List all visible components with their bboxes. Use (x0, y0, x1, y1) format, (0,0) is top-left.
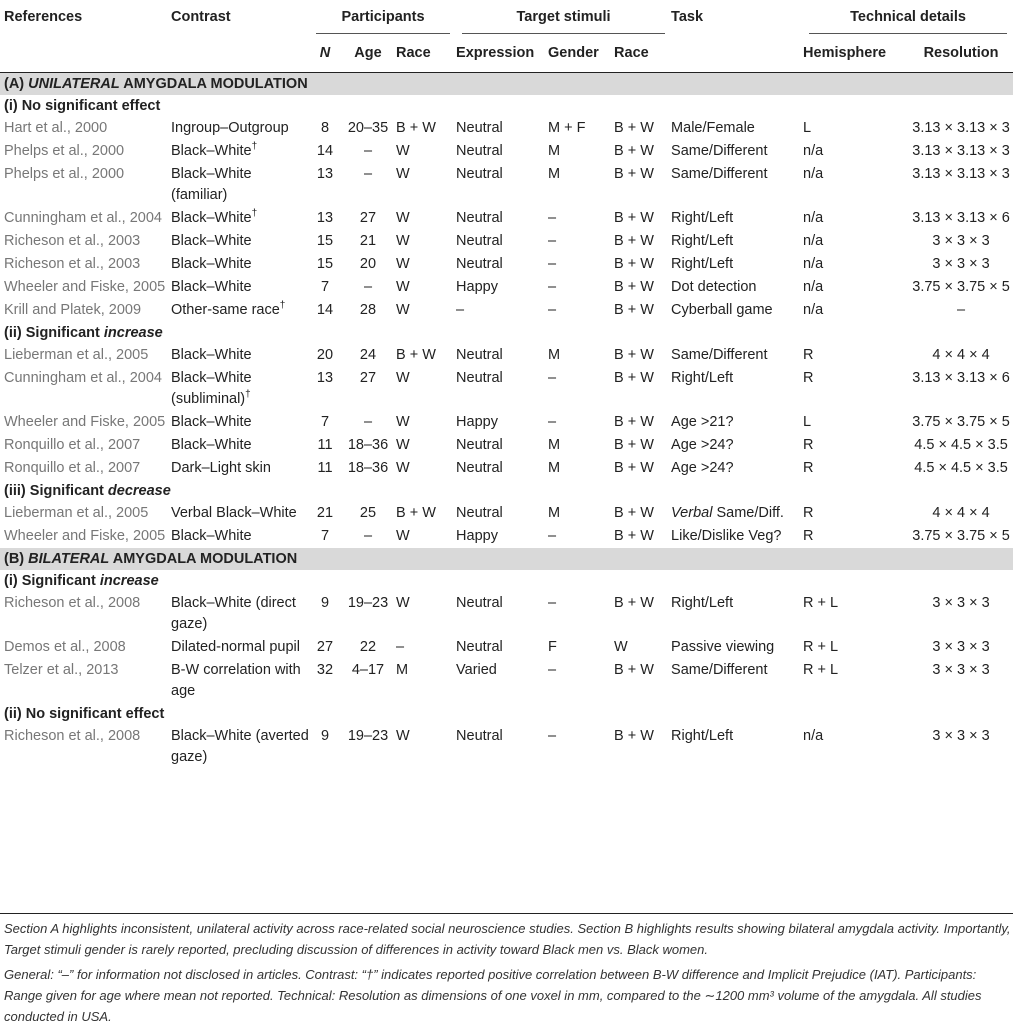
race-cell: W (396, 210, 410, 226)
stimulus-race-cell: B + W (614, 414, 654, 430)
col-task: Task (671, 8, 704, 25)
task-cell: Male/Female (671, 120, 755, 136)
gender-cell: – (548, 279, 557, 295)
expression-cell: Happy (456, 279, 498, 295)
n-cell: 7 (320, 414, 330, 430)
hemisphere-cell: R (803, 528, 814, 544)
contrast-text: Black–White (171, 210, 252, 226)
n-cell: 13 (316, 370, 334, 386)
race-cell: – (396, 639, 405, 655)
contrast-cell (171, 434, 310, 457)
contrast-text: Black–White (171, 414, 252, 430)
footnote-paragraph: Section A highlights inconsistent, unilateral activity across race-related social neuroscience studies. Section B highlights results showing bilateral amygdala activity. Importantly, Target stimuli gender is rarely reported, precluding discussion of differences in activity toward Black men vs. Black women. (4, 921, 1011, 957)
resolution-cell: 3.13 × 3.13 × 3 (912, 166, 1010, 182)
race-cell: W (396, 460, 410, 476)
contrast-text: Black–White (171, 437, 252, 453)
age-cell: – (363, 528, 373, 544)
reference-cell: Krill and Platek, 2009 (4, 302, 142, 318)
reference-cell: Cunningham et al., 2004 (4, 210, 162, 226)
resolution-cell: 3.13 × 3.13 × 3 (912, 120, 1010, 136)
age-cell: 19–23 (347, 595, 389, 611)
gender-cell: – (548, 370, 557, 386)
table-footnote (0, 913, 1013, 1031)
contrast-text: Black–White (171, 347, 252, 363)
n-cell: 13 (316, 166, 334, 182)
hemisphere-cell: n/a (803, 728, 824, 744)
table-row (0, 725, 1013, 769)
contrast-text: Black–White (171, 143, 252, 159)
n-cell: 9 (320, 595, 330, 611)
expression-cell: Varied (456, 662, 497, 678)
reference-cell: Richeson et al., 2008 (4, 728, 141, 744)
hemisphere-cell: n/a (803, 143, 824, 159)
col-expression: Expression (456, 34, 548, 73)
stimulus-race-cell: B + W (614, 460, 654, 476)
age-cell: 27 (359, 210, 377, 226)
stimulus-race-cell: B + W (614, 370, 654, 386)
hemisphere-cell: n/a (803, 210, 824, 226)
col-participants: Participants (310, 0, 456, 34)
resolution-cell: 3 × 3 × 3 (932, 639, 990, 655)
resolution-cell: 4.5 × 4.5 × 3.5 (914, 437, 1008, 453)
hemisphere-cell: R (803, 370, 814, 386)
resolution-cell: 3 × 3 × 3 (932, 662, 990, 678)
expression-cell: Neutral (456, 639, 503, 655)
task-cell: Right/Left (671, 728, 734, 744)
footnote-paragraph: General: “–” for information not disclosed in articles. Contrast: “†” indicates reported positive correlation between B-W difference and Implicit Prejudice (IAT). Participants: Range given for age where mean not reported. Technical: Resolution as dimensions of one voxel in mm, compared to the ∼1200 mm³ volume of the amygdala. All studies conducted in USA. (4, 967, 982, 1024)
age-cell: 18–36 (347, 437, 389, 453)
race-cell: B + W (396, 120, 436, 136)
race-cell: W (396, 528, 410, 544)
stimulus-race-cell: B + W (614, 233, 654, 249)
subsection-header-text: (iii) Significant (4, 483, 108, 499)
race-cell: W (396, 414, 410, 430)
task-cell: Age >21? (671, 414, 734, 430)
n-cell: 7 (320, 279, 330, 295)
reference-cell: Wheeler and Fiske, 2005 (4, 279, 166, 295)
hemisphere-cell: n/a (803, 166, 824, 182)
contrast-text: Verbal Black–White (171, 505, 297, 521)
task-cell: Right/Left (671, 233, 734, 249)
section-a-header-text: UNILATERAL (28, 76, 120, 92)
stimulus-race-cell: B + W (614, 302, 654, 318)
stimulus-race-cell: B + W (614, 505, 654, 521)
race-cell: W (396, 143, 410, 159)
task-cell: Right/Left (671, 370, 734, 386)
n-cell: 13 (316, 210, 334, 226)
contrast-cell (171, 253, 310, 276)
age-cell: – (363, 166, 373, 182)
contrast-cell (171, 592, 310, 636)
subsection-header-text: (i) No significant effect (4, 98, 161, 114)
subsection-header (0, 570, 1013, 592)
n-cell: 11 (317, 437, 333, 453)
expression-cell: Neutral (456, 256, 503, 272)
expression-cell: Neutral (456, 143, 503, 159)
col-n: N (310, 34, 340, 73)
section-a-header-text: AMYGDALA MODULATION (119, 76, 308, 92)
resolution-cell: 3.13 × 3.13 × 6 (912, 210, 1010, 226)
resolution-cell: 3.75 × 3.75 × 5 (912, 279, 1010, 295)
contrast-cell (171, 276, 310, 299)
table-row (0, 276, 1013, 299)
reference-cell: Lieberman et al., 2005 (4, 347, 149, 363)
task-cell: Right/Left (671, 256, 734, 272)
subsection-header-text: (ii) Significant (4, 325, 104, 341)
gender-cell: – (548, 595, 557, 611)
task-emphasis: Verbal (671, 505, 713, 521)
contrast-text: Black–White (171, 528, 252, 544)
contrast-text: Black–White (averted gaze) (171, 728, 309, 765)
section-a-header (0, 73, 1013, 96)
col-race: Race (396, 34, 456, 73)
reference-cell: Richeson et al., 2008 (4, 595, 141, 611)
n-cell: 11 (317, 460, 333, 476)
dagger-mark: † (251, 208, 258, 220)
contrast-text: Black–White (subliminal) (171, 370, 252, 407)
expression-cell: Neutral (456, 728, 503, 744)
reference-cell: Ronquillo et al., 2007 (4, 460, 141, 476)
hemisphere-cell: n/a (803, 256, 824, 272)
section-b-header-text: BILATERAL (28, 551, 110, 567)
race-cell: W (396, 370, 410, 386)
reference-cell: Cunningham et al., 2004 (4, 370, 162, 386)
race-cell: W (396, 728, 410, 744)
contrast-text: Other-same race (171, 302, 280, 318)
table-row (0, 636, 1013, 659)
contrast-cell (171, 457, 310, 480)
hemisphere-cell: R (803, 460, 814, 476)
table-row (0, 207, 1013, 230)
dagger-mark: † (279, 300, 286, 312)
age-cell: 25 (359, 505, 377, 521)
col-gender: Gender (548, 34, 614, 73)
table-row (0, 411, 1013, 434)
contrast-cell (171, 207, 310, 230)
gender-cell: – (548, 210, 557, 226)
subsection-header-text: increase (99, 573, 159, 589)
resolution-cell: 3.75 × 3.75 × 5 (912, 414, 1010, 430)
stimulus-race-cell: B + W (614, 662, 654, 678)
gender-cell: – (548, 728, 557, 744)
n-cell: 21 (316, 505, 334, 521)
age-cell: 21 (359, 233, 377, 249)
reference-cell: Lieberman et al., 2005 (4, 505, 149, 521)
task-cell: Same/Different (671, 143, 768, 159)
stimulus-race-cell: B + W (614, 143, 654, 159)
table-row (0, 344, 1013, 367)
resolution-cell: 3 × 3 × 3 (932, 256, 990, 272)
age-cell: – (363, 414, 373, 430)
dagger-mark: † (251, 141, 258, 153)
gender-cell: M (548, 166, 561, 182)
hemisphere-cell: L (803, 120, 812, 136)
contrast-text: B-W correlation with age (171, 662, 301, 699)
gender-cell: – (548, 302, 557, 318)
age-cell: 19–23 (347, 728, 389, 744)
subsection-header-text: (ii) No significant effect (4, 706, 165, 722)
task-text: Same/Diff. (712, 505, 784, 521)
age-cell: – (363, 279, 373, 295)
table-row (0, 140, 1013, 163)
table-row (0, 659, 1013, 703)
age-cell: 28 (359, 302, 377, 318)
subsection-header (0, 322, 1013, 344)
reference-cell: Richeson et al., 2003 (4, 256, 141, 272)
expression-cell: Neutral (456, 233, 503, 249)
task-cell: Same/Different (671, 347, 768, 363)
reference-cell: Ronquillo et al., 2007 (4, 437, 141, 453)
gender-cell: M (548, 347, 561, 363)
hemisphere-cell: n/a (803, 302, 824, 318)
contrast-text: Dark–Light skin (171, 460, 271, 476)
reference-cell: Phelps et al., 2000 (4, 166, 125, 182)
expression-cell: Neutral (456, 437, 503, 453)
stimulus-race-cell: W (614, 639, 628, 655)
col-hemisphere: Hemisphere (803, 34, 909, 73)
table-row (0, 367, 1013, 411)
resolution-cell: 3.13 × 3.13 × 6 (912, 370, 1010, 386)
col-contrast: Contrast (171, 8, 231, 25)
table-row (0, 525, 1013, 548)
race-cell: W (396, 279, 410, 295)
subsection-header-text: increase (103, 325, 163, 341)
table-row (0, 163, 1013, 207)
stimulus-race-cell: B + W (614, 728, 654, 744)
expression-cell: Neutral (456, 370, 503, 386)
subsection-header-text: decrease (107, 483, 171, 499)
hemisphere-cell: R + L (803, 595, 839, 611)
stimulus-race-cell: B + W (614, 120, 654, 136)
expression-cell: Neutral (456, 505, 503, 521)
resolution-cell: 3 × 3 × 3 (932, 728, 990, 744)
task-cell: Right/Left (671, 595, 734, 611)
reference-cell: Telzer et al., 2013 (4, 662, 119, 678)
age-cell: 18–36 (347, 460, 389, 476)
hemisphere-cell: L (803, 414, 812, 430)
resolution-cell: 3 × 3 × 3 (932, 233, 990, 249)
task-cell: Same/Different (671, 166, 768, 182)
race-cell: W (396, 233, 410, 249)
expression-cell: Neutral (456, 460, 503, 476)
col-age: Age (340, 34, 396, 73)
expression-cell: Neutral (456, 347, 503, 363)
gender-cell: – (548, 662, 557, 678)
resolution-cell: 3 × 3 × 3 (932, 595, 990, 611)
contrast-cell (171, 163, 310, 207)
hemisphere-cell: R + L (803, 662, 839, 678)
gender-cell: M (548, 143, 561, 159)
stimulus-race-cell: B + W (614, 210, 654, 226)
gender-cell: – (548, 414, 557, 430)
section-a-header-text: (A) (4, 76, 29, 92)
task-cell: Same/Different (671, 662, 768, 678)
age-cell: 27 (359, 370, 377, 386)
reference-cell: Wheeler and Fiske, 2005 (4, 528, 166, 544)
race-cell: B + W (396, 505, 436, 521)
col-target-stimuli: Target stimuli (456, 0, 671, 34)
race-cell: B + W (396, 347, 436, 363)
race-cell: W (396, 166, 410, 182)
n-cell: 8 (320, 120, 330, 136)
gender-cell: – (548, 528, 557, 544)
n-cell: 9 (320, 728, 330, 744)
col-resolution: Resolution (909, 34, 1013, 73)
subsection-header (0, 703, 1013, 725)
contrast-text: Black–White (direct gaze) (171, 595, 296, 632)
col-technical-details: Technical details (803, 0, 1013, 34)
resolution-cell: 3.13 × 3.13 × 3 (912, 143, 1010, 159)
contrast-text: Ingroup–Outgroup (171, 120, 289, 136)
gender-cell: M (548, 505, 561, 521)
n-cell: 14 (316, 302, 334, 318)
stimulus-race-cell: B + W (614, 166, 654, 182)
task-cell: Right/Left (671, 210, 734, 226)
task-cell (671, 502, 803, 525)
expression-cell: Neutral (456, 595, 503, 611)
hemisphere-cell: R (803, 437, 814, 453)
resolution-cell: 3.75 × 3.75 × 5 (912, 528, 1010, 544)
hemisphere-cell: R (803, 505, 814, 521)
gender-cell: – (548, 256, 557, 272)
reference-cell: Wheeler and Fiske, 2005 (4, 414, 166, 430)
stimulus-race-cell: B + W (614, 595, 654, 611)
n-cell: 14 (316, 143, 334, 159)
table-row (0, 592, 1013, 636)
n-cell: 7 (320, 528, 330, 544)
table-row (0, 117, 1013, 140)
reference-cell: Hart et al., 2000 (4, 120, 108, 136)
col-references: References (4, 8, 83, 25)
reference-cell: Demos et al., 2008 (4, 639, 126, 655)
contrast-cell (171, 725, 310, 769)
race-cell: W (396, 302, 410, 318)
race-cell: W (396, 256, 410, 272)
contrast-cell (171, 299, 310, 322)
contrast-text: Black–White (171, 279, 252, 295)
contrast-cell (171, 117, 310, 140)
section-b-header-text: AMYGDALA MODULATION (109, 551, 298, 567)
contrast-cell (171, 525, 310, 548)
age-cell: – (363, 143, 373, 159)
col-stim-race: Race (614, 34, 671, 73)
stimulus-race-cell: B + W (614, 437, 654, 453)
n-cell: 32 (316, 662, 334, 678)
contrast-cell (171, 367, 310, 411)
table-row (0, 502, 1013, 525)
resolution-cell: – (957, 302, 966, 318)
contrast-text: Dilated-normal pupil (171, 639, 300, 655)
expression-cell: Neutral (456, 210, 503, 226)
reference-cell: Phelps et al., 2000 (4, 143, 125, 159)
resolution-cell: 4 × 4 × 4 (932, 505, 990, 521)
contrast-cell (171, 140, 310, 163)
hemisphere-cell: R (803, 347, 814, 363)
task-cell: Like/Dislike Veg? (671, 528, 782, 544)
task-cell: Age >24? (671, 437, 734, 453)
resolution-cell: 4.5 × 4.5 × 3.5 (914, 460, 1008, 476)
contrast-cell (171, 636, 310, 659)
section-b-header (0, 548, 1013, 570)
subsection-header (0, 480, 1013, 502)
contrast-text: Black–White (171, 256, 252, 272)
contrast-cell (171, 502, 310, 525)
age-cell: 20–35 (347, 120, 389, 136)
table-row (0, 457, 1013, 480)
hemisphere-cell: R + L (803, 639, 839, 655)
section-b-header-text: (B) (4, 551, 29, 567)
table-row (0, 253, 1013, 276)
expression-cell: Neutral (456, 120, 503, 136)
race-cell: M (396, 662, 409, 678)
hemisphere-cell: n/a (803, 233, 824, 249)
race-cell: W (396, 437, 410, 453)
gender-cell: M (548, 460, 561, 476)
expression-cell: Happy (456, 414, 498, 430)
age-cell: 20 (359, 256, 377, 272)
resolution-cell: 4 × 4 × 4 (932, 347, 990, 363)
contrast-cell (171, 659, 310, 703)
task-cell: Dot detection (671, 279, 757, 295)
expression-cell: – (456, 302, 465, 318)
gender-cell: M (548, 437, 561, 453)
contrast-cell (171, 230, 310, 253)
subsection-header-text: (i) Significant (4, 573, 100, 589)
table-row (0, 230, 1013, 253)
age-cell: 22 (359, 639, 377, 655)
contrast-cell (171, 344, 310, 367)
contrast-text: Black–White (familiar) (171, 166, 252, 203)
gender-cell: F (548, 639, 557, 655)
contrast-text: Black–White (171, 233, 252, 249)
stimulus-race-cell: B + W (614, 528, 654, 544)
task-cell: Age >24? (671, 460, 734, 476)
n-cell: 27 (316, 639, 334, 655)
race-cell: W (396, 595, 410, 611)
n-cell: 20 (316, 347, 334, 363)
dagger-mark: † (245, 389, 251, 401)
age-cell: 4–17 (351, 662, 385, 678)
n-cell: 15 (316, 256, 334, 272)
subsection-header (0, 95, 1013, 117)
task-cell: Passive viewing (671, 639, 775, 655)
stimulus-race-cell: B + W (614, 256, 654, 272)
hemisphere-cell: n/a (803, 279, 824, 295)
table-row (0, 299, 1013, 322)
stimulus-race-cell: B + W (614, 279, 654, 295)
expression-cell: Happy (456, 528, 498, 544)
age-cell: 24 (359, 347, 377, 363)
table-row (0, 434, 1013, 457)
task-cell: Cyberball game (671, 302, 773, 318)
contrast-cell (171, 411, 310, 434)
reference-cell: Richeson et al., 2003 (4, 233, 141, 249)
stimulus-race-cell: B + W (614, 347, 654, 363)
n-cell: 15 (316, 233, 334, 249)
gender-cell: M + F (548, 120, 586, 136)
expression-cell: Neutral (456, 166, 503, 182)
gender-cell: – (548, 233, 557, 249)
